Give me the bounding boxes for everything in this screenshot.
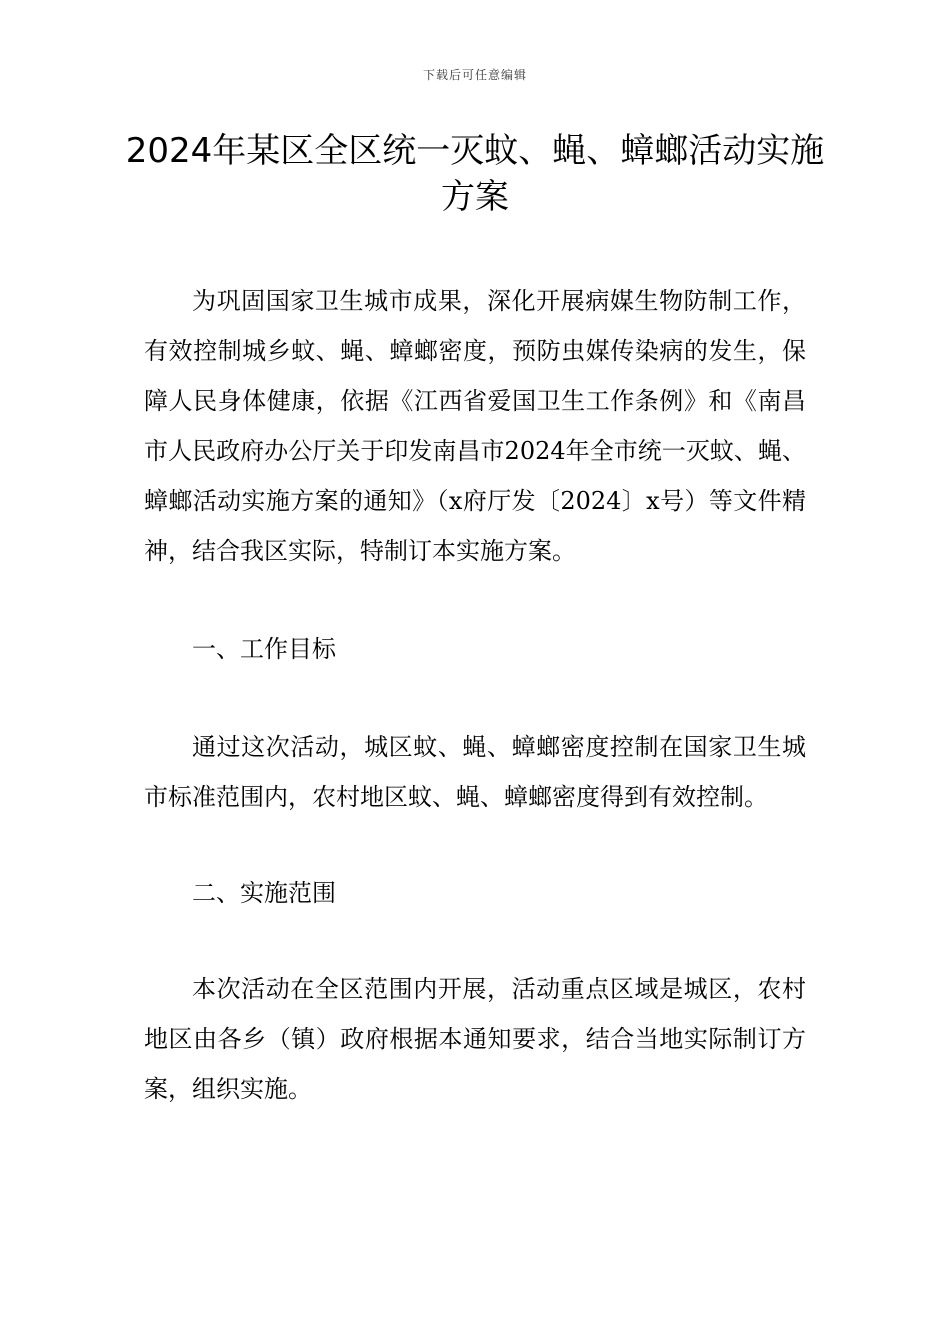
scope-paragraph: 本次活动在全区范围内开展，活动重点区域是城区，农村地区由各乡（镇）政府根据本通知要求，结合当地实际制订方案，组织实施。 — [144, 975, 806, 1103]
section-heading-scope: 二、实施范围 — [192, 879, 336, 907]
intro-paragraph: 为巩固国家卫生城市成果，深化开展病媒生物防制工作，有效控制城乡蚊、蝇、蟑螂密度，预防虫媒传染病的发生，保障人民身体健康，依据《江西省爱国卫生工作条例》和《南昌市人民政府办公厅关于印发南昌市2024年全市统一灭蚊、蝇、蟑螂活动实施方案的通知》（x府厅发〔2024〕x号）等文件精神，结合我区实际，特制订本实施方案。 — [144, 287, 806, 565]
document-body — [144, 276, 806, 1114]
section-heading-goals: 一、工作目标 — [192, 635, 336, 663]
goals-paragraph: 通过这次活动，城区蚊、蝇、蟑螂密度控制在国家卫生城市标准范围内，农村地区蚊、蝇、蟑螂密度得到有效控制。 — [144, 733, 806, 811]
header-note: 下载后可任意编辑 — [422, 68, 527, 82]
document-title: 2024年某区全区统一灭蚊、蝇、蟑螂活动实施方案 — [125, 131, 825, 217]
